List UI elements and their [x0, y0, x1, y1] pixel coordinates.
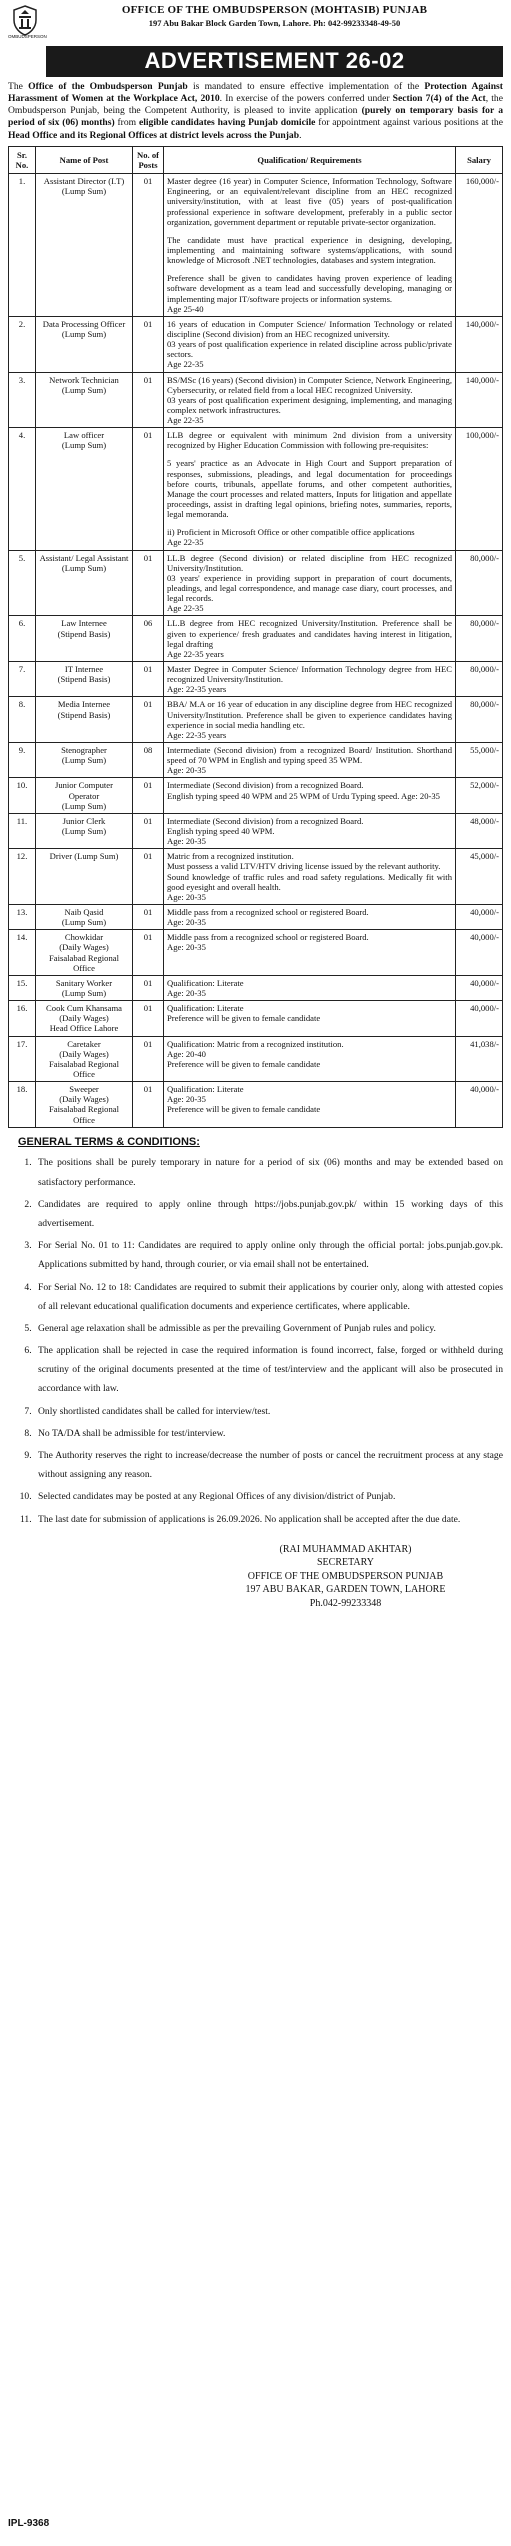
table-row — [9, 1036, 503, 1082]
row-post-name: Network Technician (Lump Sum) — [36, 372, 133, 428]
row-sr-no: 7. — [9, 662, 36, 697]
row-qualification — [164, 849, 456, 905]
row-post-name: Junior Clerk (Lump Sum) — [36, 813, 133, 848]
table-row — [9, 697, 503, 743]
row-no-of-posts: 01 — [133, 550, 164, 616]
term-item: 7. Only shortlisted candidates shall be called for interview/test. — [34, 1402, 503, 1421]
qualification-paragraph: Qualification: Literate Preference will be given to female candidate — [167, 1003, 321, 1024]
table-row — [9, 174, 503, 317]
row-qualification — [164, 1036, 456, 1082]
row-no-of-posts: 01 — [133, 849, 164, 905]
row-sr-no: 18. — [9, 1082, 36, 1128]
row-qualification — [164, 316, 456, 372]
row-post-name: Chowkidar (Daily Wages) Faisalabad Regional Office — [36, 930, 133, 976]
emblem-icon — [10, 4, 40, 38]
row-salary: 55,000/- — [456, 743, 503, 778]
row-qualification — [164, 174, 456, 317]
ipl-reference-tag: IPL-9368 — [8, 2517, 50, 2529]
row-sr-no: 12. — [9, 849, 36, 905]
terms-list — [8, 1153, 503, 1528]
row-no-of-posts: 01 — [133, 1036, 164, 1082]
row-qualification — [164, 697, 456, 743]
row-post-name: Assistant/ Legal Assistant (Lump Sum) — [36, 550, 133, 616]
qualification-paragraph: LLB degree or equivalent with minimum 2nd division from a university recognized by Higher Education Commission with following pre-requisites: — [167, 430, 452, 451]
row-salary: 140,000/- — [456, 316, 503, 372]
row-salary: 100,000/- — [456, 428, 503, 550]
table-row — [9, 372, 503, 428]
row-salary: 80,000/- — [456, 550, 503, 616]
row-post-name: Law officer (Lump Sum) — [36, 428, 133, 550]
qualification-paragraph: ii) Proficient in Microsoft Office or other compatible office applications Age 22-35 — [167, 527, 415, 548]
row-no-of-posts: 01 — [133, 316, 164, 372]
term-item: 5. General age relaxation shall be admissible as per the prevailing Government of Punjab rules and policy. — [34, 1319, 503, 1338]
table-row — [9, 813, 503, 848]
row-salary: 140,000/- — [456, 372, 503, 428]
row-post-name: Cook Cum Khansama (Daily Wages) Head Office Lahore — [36, 1001, 133, 1036]
term-item: 11. The last date for submission of applications is 26.09.2026. No application shall be accepted after the due date. — [34, 1510, 503, 1529]
signatory-designation: SECRETARY — [317, 1557, 374, 1569]
row-salary: 41,038/- — [456, 1036, 503, 1082]
qualification-paragraph: Preference shall be given to candidates having proven experience of leading software development as a team lead and successfully developing, managing or implementing major IT/software projects or information systems. Age 25-40 — [167, 273, 452, 314]
term-item: 4. For Serial No. 12 to 18: Candidates are required to submit their applications by courier only, along with attested copies of all relevant educational qualification documents and experience certificates, where applicable. — [34, 1278, 503, 1316]
office-title: OFFICE OF THE OMBUDSPERSON (MOHTASIB) PUNJAB — [121, 4, 428, 16]
row-qualification — [164, 428, 456, 550]
header-no-of-posts: No. of Posts — [133, 146, 164, 173]
header-text — [46, 4, 503, 28]
table-row — [9, 849, 503, 905]
term-item: 2. Candidates are required to apply online through https://jobs.punjab.gov.pk/ within 15 working days of this advertisement. — [34, 1195, 503, 1233]
row-post-name: Data Processing Officer (Lump Sum) — [36, 316, 133, 372]
header-salary: Salary — [456, 146, 503, 173]
table-row — [9, 316, 503, 372]
row-salary: 40,000/- — [456, 930, 503, 976]
row-qualification — [164, 1001, 456, 1036]
table-row — [9, 743, 503, 778]
row-sr-no: 1. — [9, 174, 36, 317]
row-salary: 48,000/- — [456, 813, 503, 848]
row-qualification — [164, 550, 456, 616]
posts-table-body — [9, 174, 503, 1128]
qualification-paragraph: Master Degree in Computer Science/ Information Technology degree from HEC recognized University/Institution. Age: 22-35 years — [167, 664, 452, 695]
row-salary: 40,000/- — [456, 1001, 503, 1036]
row-qualification — [164, 778, 456, 813]
table-row — [9, 975, 503, 1000]
advertisement-banner: ADVERTISEMENT 26-02 — [46, 46, 503, 77]
terms-title: GENERAL TERMS & CONDITIONS: — [18, 1135, 200, 1148]
row-no-of-posts: 01 — [133, 372, 164, 428]
row-no-of-posts: 01 — [133, 174, 164, 317]
qualification-paragraph: LL.B degree from HEC recognized University/Institution. Preference shall be given to experience/ fresh graduates and candidates having interest in litigation, legal drafting Age 22-35 years — [167, 618, 452, 659]
row-sr-no: 6. — [9, 616, 36, 662]
qualification-paragraph: 16 years of education in Computer Science/ Information Technology or related discipline (Second division) from an HEC recognized university. 03 years of post qualification experience in related discipline across public/private sectors. Age 22-35 — [167, 318, 452, 370]
row-qualification — [164, 813, 456, 848]
table-row — [9, 904, 503, 929]
row-no-of-posts: 01 — [133, 778, 164, 813]
qualification-paragraph: Master degree (16 year) in Computer Science, Information Technology, Software Engineering, or an equivalent/relevant discipline from an HEC recognized university/institution, with at least five (05) years of post-qualification professional experience in software development, preferably in a public sector organization, government department or reputable private-sector organization. — [167, 176, 452, 227]
signature-block — [188, 1543, 503, 1611]
term-item: 8. No TA/DA shall be admissible for test/interview. — [34, 1424, 503, 1443]
intro-paragraph: The Office of the Ombudsperson Punjab is mandated to ensure effective implementation of the Protection Against Harassment of Women at the Workplace Act, 2010. In exercise of the powers conferred under Section 7(4) of the Act, the Ombudsperson Punjab, being the Competent Authority, is pleased to invite application (purely on temporary basis for a period of six (06) months) from eligible candidates having Punjab domicile for appointment against various positions at the Head Office and its Regional Offices at district levels across the Punjab. — [8, 80, 504, 141]
row-sr-no: 11. — [9, 813, 36, 848]
row-qualification — [164, 743, 456, 778]
row-sr-no: 9. — [9, 743, 36, 778]
table-header-row — [9, 146, 503, 173]
row-post-name: Driver (Lump Sum) — [36, 849, 133, 905]
row-sr-no: 4. — [9, 428, 36, 550]
row-post-name: IT Internee (Stipend Basis) — [36, 662, 133, 697]
row-no-of-posts: 01 — [133, 1001, 164, 1036]
row-sr-no: 15. — [9, 975, 36, 1000]
row-no-of-posts: 01 — [133, 662, 164, 697]
header-name-of-post: Name of Post — [36, 146, 133, 173]
signatory-phone: Ph.042-99233348 — [309, 1597, 382, 1609]
row-qualification — [164, 930, 456, 976]
row-post-name: Caretaker (Daily Wages) Faisalabad Regional Office — [36, 1036, 133, 1082]
row-post-name: Junior Computer Operator (Lump Sum) — [36, 778, 133, 813]
qualification-paragraph: Intermediate (Second division) from a recognized Board. English typing speed 40 WPM. Age: 20-35 — [167, 815, 364, 847]
qualification-paragraph: LL.B degree (Second division) or related discipline from HEC recognized University/Institution. 03 years' experience in providing support in preparation of court documents, pleadings, and legal correspondence, and manage case diary, court processes, and legal records. Age 22-35 — [167, 552, 452, 614]
office-address: 197 Abu Bakar Block Garden Town, Lahore. Ph: 042-99233348-49-50 — [148, 17, 401, 28]
row-salary: 45,000/- — [456, 849, 503, 905]
row-qualification — [164, 1082, 456, 1128]
qualification-paragraph: 5 years' practice as an Advocate in High Court and Support preparation of responses, submissions, pleadings, and legal documentation for proceedings before courts, tribunals, appellate forums, and other competent authorities, Manage the court processes and related matters, Inputs for litigation and appellate proceedings, assist in drafting legal opinions, briefing notes, summaries, reports, legal memoranda. — [167, 458, 452, 520]
row-salary: 80,000/- — [456, 697, 503, 743]
qualification-paragraph: BBA/ M.A or 16 year of education in any discipline degree from HEC recognized University/Institution. Preference shall be given to experience candidates having experience in social media handling etc. Age: 22-35 years — [167, 699, 452, 740]
row-no-of-posts: 01 — [133, 975, 164, 1000]
term-item: 10. Selected candidates may be posted at any Regional Offices of any division/district of Punjab. — [34, 1487, 503, 1506]
row-post-name: Law Internee (Stipend Basis) — [36, 616, 133, 662]
row-sr-no: 16. — [9, 1001, 36, 1036]
row-sr-no: 3. — [9, 372, 36, 428]
row-salary: 80,000/- — [456, 616, 503, 662]
row-post-name: Sweeper (Daily Wages) Faisalabad Regional Office — [36, 1082, 133, 1128]
row-salary: 160,000/- — [456, 174, 503, 317]
table-row — [9, 930, 503, 976]
term-item: 6. The application shall be rejected in case the required information is found incorrect, false, forged or withheld during scrutiny of the original documents presented at the time of test/interview and the applicant will also be prosecuted in accordance with law. — [34, 1341, 503, 1399]
row-no-of-posts: 01 — [133, 1082, 164, 1128]
ombudsperson-logo — [8, 4, 47, 39]
row-salary: 40,000/- — [456, 904, 503, 929]
row-sr-no: 14. — [9, 930, 36, 976]
qualification-paragraph: Matric from a recognized institution. Must possess a valid LTV/HTV driving license issued by the relevant authority. Sound knowledge of traffic rules and road safety regulations. Medically fit with good eyesight and overall health. Age: 20-35 — [167, 851, 452, 902]
row-no-of-posts: 01 — [133, 813, 164, 848]
row-sr-no: 10. — [9, 778, 36, 813]
row-no-of-posts: 06 — [133, 616, 164, 662]
row-no-of-posts: 01 — [133, 930, 164, 976]
row-qualification — [164, 975, 456, 1000]
posts-table — [8, 146, 503, 1128]
row-sr-no: 8. — [9, 697, 36, 743]
row-post-name: Assistant Director (I.T) (Lump Sum) — [36, 174, 133, 317]
row-no-of-posts: 01 — [133, 697, 164, 743]
row-qualification — [164, 616, 456, 662]
qualification-paragraph: BS/MSc (16 years) (Second division) in Computer Science, Network Engineering, Cybersecurity, or related field from a local HEC recognized University. 03 years of post qualification experiment designing, implementing, and managing complex network infrastructures. Age 22-35 — [167, 374, 452, 426]
table-row — [9, 778, 503, 813]
qualification-paragraph: Intermediate (Second division) from a recognized Board. English typing speed 40 WPM and 25 WPM of Urdu Typing speed. Age: 20-35 — [167, 780, 440, 801]
qualification-paragraph: The candidate must have practical experience in designing, developing, implementing and maintaining software systems/applications, with sound knowledge of Microsoft .NET technologies, databases and system integration. — [167, 234, 452, 266]
row-sr-no: 13. — [9, 904, 36, 929]
logo-caption: OMBUDSPERSON — [8, 34, 47, 39]
row-salary: 80,000/- — [456, 662, 503, 697]
row-no-of-posts: 01 — [133, 904, 164, 929]
term-item: 1. The positions shall be purely temporary in nature for a period of six (06) months and may be extended based on satisfactory performance. — [34, 1153, 503, 1191]
qualification-paragraph: Qualification: Literate Age: 20-35 — [167, 977, 244, 998]
row-salary: 40,000/- — [456, 975, 503, 1000]
row-post-name: Naib Qasid (Lump Sum) — [36, 904, 133, 929]
row-no-of-posts: 08 — [133, 743, 164, 778]
page-header — [8, 4, 503, 44]
table-row — [9, 550, 503, 616]
row-qualification — [164, 904, 456, 929]
table-row — [9, 1082, 503, 1128]
row-sr-no: 5. — [9, 550, 36, 616]
qualification-paragraph: Qualification: Literate Age: 20-35 Preference will be given to female candidate — [167, 1084, 321, 1115]
row-post-name: Sanitary Worker (Lump Sum) — [36, 975, 133, 1000]
row-post-name: Media Internee (Stipend Basis) — [36, 697, 133, 743]
row-sr-no: 2. — [9, 316, 36, 372]
qualification-paragraph: Middle pass from a recognized school or registered Board. Age: 20-35 — [167, 932, 369, 953]
header-qualification: Qualification/ Requirements — [164, 146, 456, 173]
table-row — [9, 616, 503, 662]
table-row — [9, 662, 503, 697]
row-qualification — [164, 372, 456, 428]
signatory-office: OFFICE OF THE OMBUDSPERSON PUNJAB — [247, 1570, 444, 1582]
qualification-paragraph: Intermediate (Second division) from a recognized Board/ Institution. Shorthand speed of 70 WPM in English and typing speed 35 WPM. Age: 20-35 — [167, 745, 452, 776]
row-post-name: Stenographer (Lump Sum) — [36, 743, 133, 778]
term-item: 3. For Serial No. 01 to 11: Candidates are required to apply online only through the official portal: jobs.punjab.gov.pk. Applications submitted by hand, through courier, or via email shall not be entertained. — [34, 1236, 503, 1274]
table-row — [9, 428, 503, 550]
qualification-paragraph: Qualification: Matric from a recognized institution. Age: 20-40 Preference will be given to female candidate — [167, 1038, 344, 1069]
row-no-of-posts: 01 — [133, 428, 164, 550]
row-salary: 40,000/- — [456, 1082, 503, 1128]
row-salary: 52,000/- — [456, 778, 503, 813]
term-item: 9. The Authority reserves the right to increase/decrease the number of posts or cancel the recruitment process at any stage without assigning any reason. — [34, 1446, 503, 1484]
row-sr-no: 17. — [9, 1036, 36, 1082]
row-qualification — [164, 662, 456, 697]
signatory-address: 197 ABU BAKAR, GARDEN TOWN, LAHORE — [245, 1584, 446, 1596]
signatory-name: (RAI MUHAMMAD AKHTAR) — [279, 1543, 412, 1555]
header-sr-no: Sr. No. — [9, 146, 36, 173]
table-row — [9, 1001, 503, 1036]
qualification-paragraph: Middle pass from a recognized school or registered Board. Age: 20-35 — [167, 906, 369, 928]
